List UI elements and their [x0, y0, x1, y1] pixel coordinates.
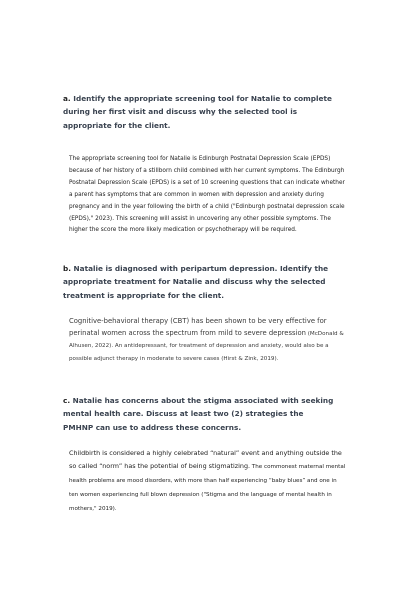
answer-a: The appropriate screening tool for Natalie is Edinburgh Postnatal Depression Scale (EPDS) because of her history of a stillborn child combined with her current symptoms. The Edinburgh Postnatal Depression Scale (EPDS) is a set of 10 screening questions that can indicate whether a parent has symptoms that are common in women with depression and anxiety during pregnancy and in the year following the birth of a child ("Edinburgh postnatal depression scale (EPDS)," 2023). This screening will assist in uncovering any other possible symptoms. The higher the score the more likely medication or psychotherapy will be required. [69, 156, 345, 234]
question-b [63, 262, 335, 302]
question-c-letter: c. [63, 396, 71, 405]
answer-b [69, 316, 347, 365]
question-a-text: Identify the appropriate screening tool for Natalie to complete during her first visit and discuss why the selected tool is appropriate for the client. [63, 94, 332, 130]
answer-c-main: Childbirth is considered a highly celebrated “natural” event and anything outside the so called “norm” has the potential of being stigmatizing. [69, 449, 342, 470]
question-b-letter: b. [63, 264, 71, 273]
question-c [63, 394, 335, 434]
question-b-text: Natalie is diagnosed with peripartum depression. Identify the appropriate treatment for Natalie and discuss why the selected treatment is appropriate for the client. [63, 264, 329, 300]
answer-c-rest: The commonest maternal mental health problems are mood disorders, with more than half experiencing “baby blues” and one in ten women experiencing full blown depression ("Stigma and the language of mental health in mothers," 2019). [69, 464, 346, 512]
question-a-letter: a. [63, 94, 71, 103]
answer-c [69, 447, 347, 516]
question-a [63, 92, 335, 132]
answer-b-rest: (McDonald & Alhusen, 2022). An antidepressant, for treatment of depression and anxiety, would also be a possible adjunct therapy in moderate to severe cases (Hirst & Zink, 2019). [69, 330, 344, 362]
answer-b-main: Cognitive-behavioral therapy (CBT) has been shown to be very effective for perinatal women across the spectrum from mild to severe depression [69, 317, 327, 337]
question-c-text: Natalie has concerns about the stigma associated with seeking mental health care. Discuss at least two (2) strategies the PMHNP can use to address these concerns. [63, 396, 334, 432]
